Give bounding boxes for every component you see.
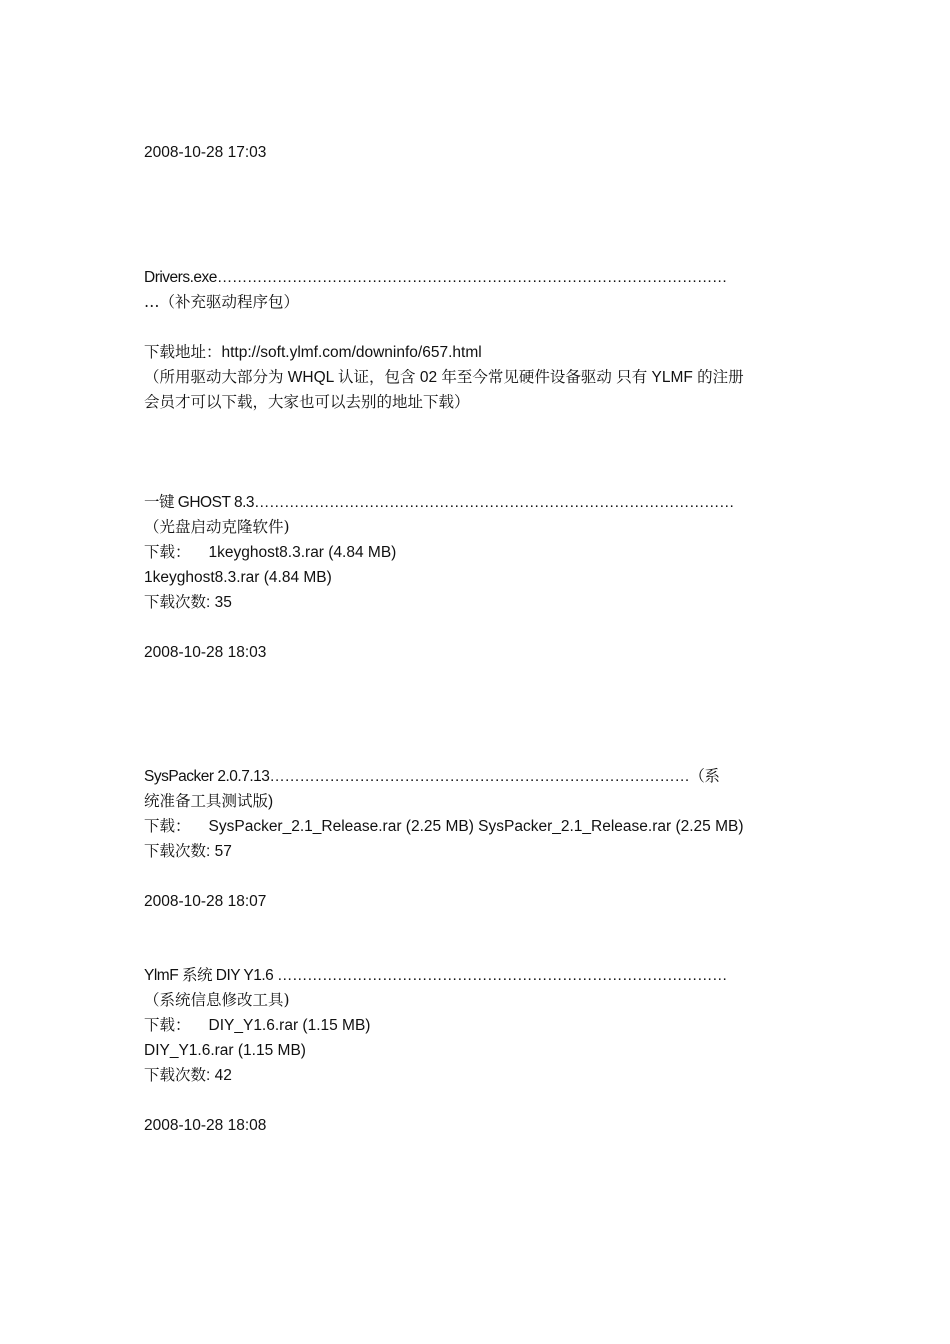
ghost-download-row [144, 540, 809, 565]
diy-download-file-link[interactable]: DIY_Y1.6.rar (1.15 MB) [208, 1017, 371, 1034]
ghost-title: 一键 GHOST 8.3…………………………………………………………………………………… [144, 494, 734, 511]
ghost-download-file-link[interactable]: 1keyghost8.3.rar (4.84 MB) [208, 544, 397, 561]
ghost-description: （光盘启动克隆软件) [144, 518, 290, 536]
drivers-title: Drivers.exe………………………………………………………………………………………… [144, 269, 727, 286]
drivers-note-continued: 会员才可以下载，大家也可以去别的地址下载） [144, 394, 470, 411]
diy-download-label: 下载： [144, 1017, 191, 1034]
diy-download-count: 下载次数: 42 [144, 1067, 232, 1084]
diy-title: YlmF 系统 DIY Y1.6 ……………………………………………………………………………… [144, 967, 728, 984]
diy-file-link[interactable]: DIY_Y1.6.rar (1.15 MB) [144, 1042, 306, 1059]
diy-description: （系统信息修改工具) [144, 991, 290, 1009]
syspacker-download-count: 下载次数: 57 [144, 843, 232, 860]
timestamp: 2008-10-28 17:03 [144, 144, 267, 161]
syspacker-download-files-link[interactable]: SysPacker_2.1_Release.rar (2.25 MB) SysPacker_2.1_Release.rar (2.25 MB) [208, 818, 744, 835]
drivers-download-link[interactable]: 下载地址：http://soft.ylmf.com/downinfo/657.html [144, 344, 482, 361]
ghost-download-label: 下载： [144, 544, 191, 561]
timestamp: 2008-10-28 18:08 [144, 1117, 267, 1134]
syspacker-download-row [144, 814, 809, 839]
timestamp: 2008-10-28 18:03 [144, 644, 267, 661]
ghost-file-link[interactable]: 1keyghost8.3.rar (4.84 MB) [144, 569, 332, 586]
syspacker-download-label: 下载： [144, 818, 191, 835]
diy-download-row [144, 1013, 809, 1038]
drivers-note: （所用驱动大部分为 WHQL 认证，包含 02 年至今常见硬件设备驱动 只有 YLMF 的注册 [144, 369, 744, 386]
syspacker-description: 统准备工具测试版) [144, 793, 274, 810]
ghost-download-count: 下载次数: 35 [144, 594, 232, 611]
drivers-description: …（补充驱动程序包） [144, 293, 300, 311]
syspacker-title: SysPacker 2.0.7.13…………………………………………………………………………（系 [144, 768, 720, 785]
timestamp: 2008-10-28 18:07 [144, 893, 267, 910]
